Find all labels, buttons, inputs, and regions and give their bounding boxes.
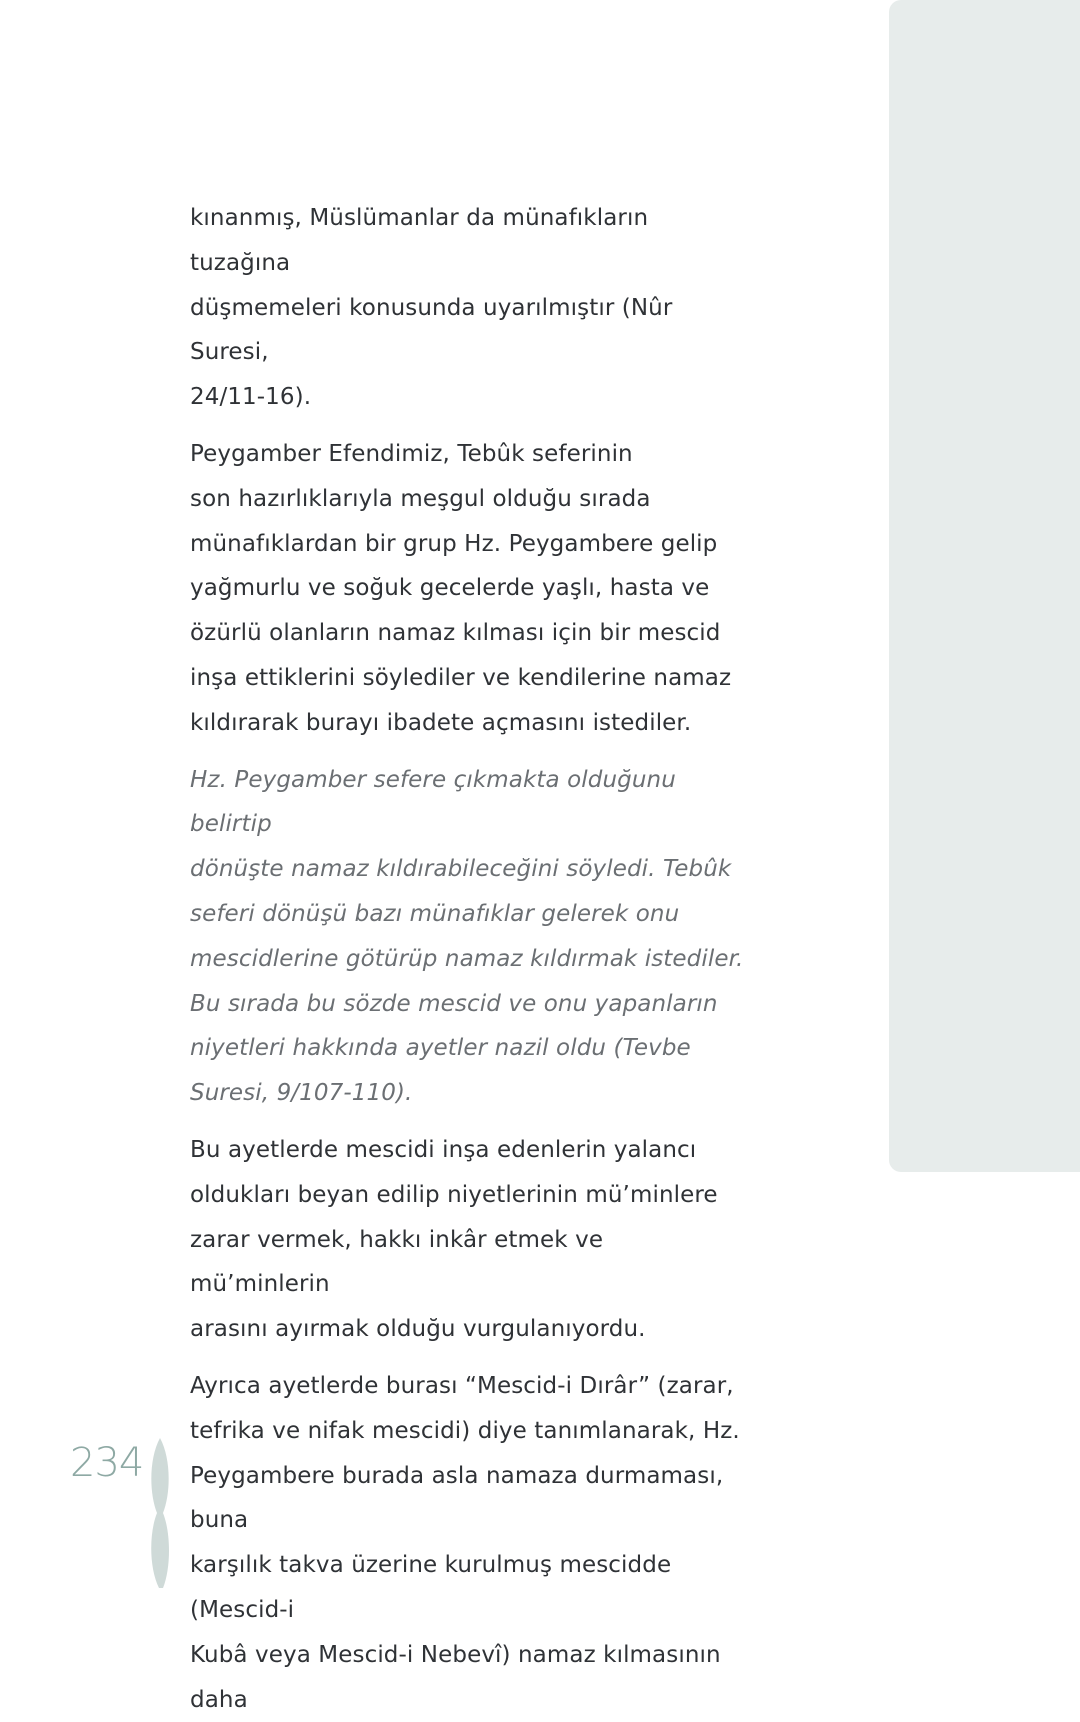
paragraph-4: Bu ayetlerde mescidi inşa edenlerin yalancı oldukları beyan edilip niyetlerinin mü’minlere zarar vermek, hakkı inkâr etmek ve mü’minlerin arasını ayırmak olduğu vurgulanıyordu. xyxy=(190,1136,718,1343)
body-text xyxy=(190,196,750,1722)
paragraph-5: Ayrıca ayetlerde burası “Mescid-i Dırâr” (zarar, tefrika ve nifak mescidi) diye tanımlanarak, Hz. Peygambere burada asla namaza durmaması, buna karşılık takva üzerine kurulmuş mescidde (Mescid-i Kubâ veya Mescid-i Nebevî) namaz kılmasının daha xyxy=(190,1372,740,1713)
paragraph-3-italic: Hz. Peygamber sefere çıkmakta olduğunu belirtip dönüşte namaz kıldırabileceğini söyledi. Tebûk seferi dönüşü bazı münafıklar gelerek onu mescidlerine götürüp namaz kıldırmak istediler. Bu sırada bu sözde mescid ve onu yapanların niyetleri hakkında ayetler nazil oldu (Tevbe Suresi, 9/107-110). xyxy=(190,766,744,1107)
page-number: 234 xyxy=(70,1440,144,1486)
decorative-leaf-ornament-icon xyxy=(145,1438,175,1588)
paragraph-1: kınanmış, Müslümanlar da münafıkların tuzağına düşmemeleri konusunda uyarılmıştır (Nûr Suresi, 24/11-16). xyxy=(190,205,673,411)
paragraph-2: Peygamber Efendimiz, Tebûk seferinin son hazırlıklarıyla meşgul olduğu sırada münafıklardan bir grup Hz. Peygambere gelip yağmurlu ve soğuk gecelerde yaşlı, hasta ve özürlü olanların namaz kılması için bir mescid inşa ettiklerini söylediler ve kendilerine namaz kıldırarak burayı ibadete açmasını istediler. xyxy=(190,440,732,736)
side-panel xyxy=(889,0,1080,1172)
